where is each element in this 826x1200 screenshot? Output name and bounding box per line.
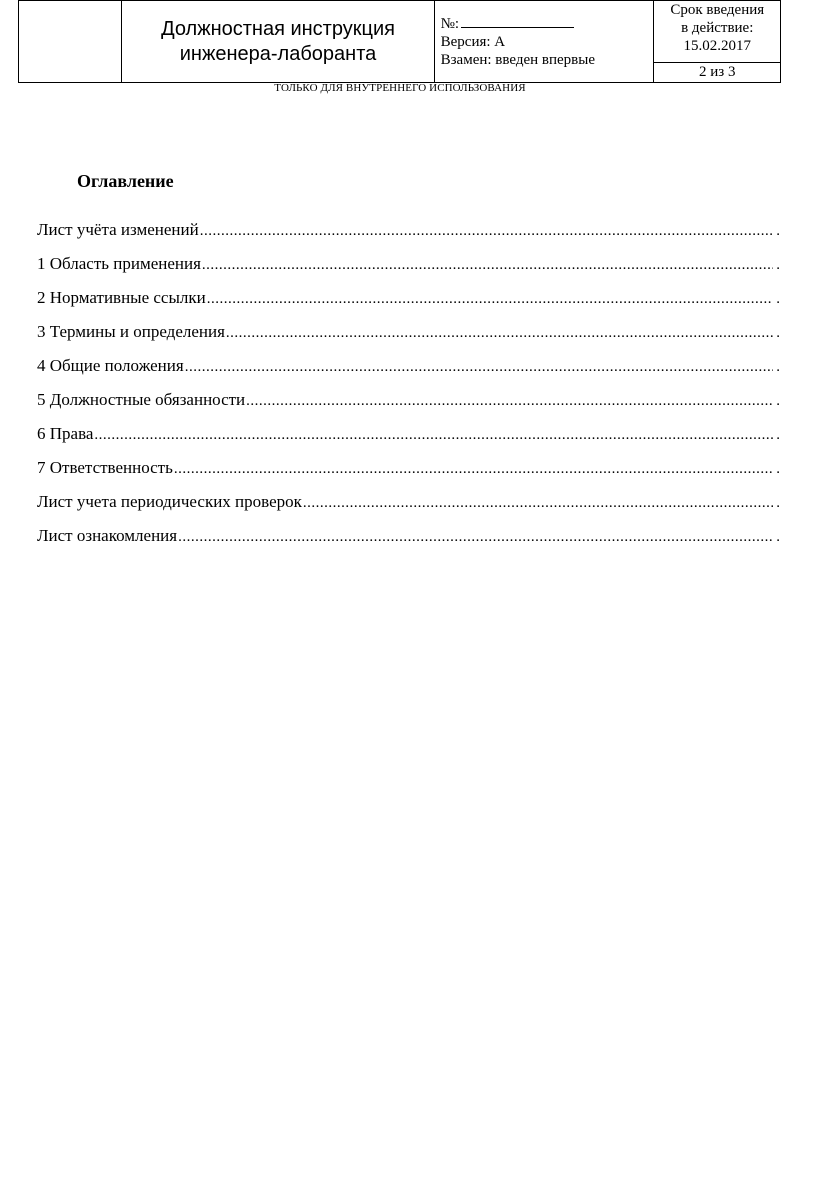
toc-item-label: 4 Общие положения bbox=[37, 356, 184, 375]
toc-end-mark: . bbox=[776, 529, 780, 545]
document-title bbox=[122, 1, 434, 83]
toc-leader bbox=[226, 325, 773, 342]
toc-item[interactable] bbox=[37, 526, 780, 560]
toc-item[interactable] bbox=[37, 356, 780, 390]
toc-end-mark: . bbox=[776, 223, 780, 239]
toc-leader bbox=[200, 223, 774, 240]
toc-item-label: Лист учёта изменений bbox=[37, 220, 199, 239]
effective-label-2: в действие: bbox=[681, 20, 754, 36]
toc-item-label: Лист учета периодических проверок bbox=[37, 492, 302, 511]
page-counter: 2 из 3 bbox=[654, 63, 781, 83]
number-blank bbox=[461, 14, 574, 28]
toc-item[interactable] bbox=[37, 220, 780, 254]
toc-end-mark: . bbox=[776, 427, 780, 443]
toc-item-label: 7 Ответственность bbox=[37, 458, 173, 477]
toc-end-mark: . bbox=[776, 291, 780, 307]
title-line-1: Должностная инструкция bbox=[161, 17, 395, 40]
toc-list bbox=[37, 220, 780, 560]
effective-label-1: Срок введения bbox=[670, 2, 765, 18]
toc-leader bbox=[207, 291, 774, 308]
document-header bbox=[18, 0, 781, 83]
toc-item[interactable] bbox=[37, 390, 780, 424]
document-meta bbox=[434, 1, 654, 83]
toc-end-mark: . bbox=[776, 257, 780, 273]
toc-item[interactable] bbox=[37, 254, 780, 288]
toc-item-label: Лист ознакомления bbox=[37, 526, 178, 545]
effective-date: 15.02.2017 bbox=[683, 38, 751, 54]
number-label: №: bbox=[440, 16, 460, 32]
toc-leader bbox=[202, 257, 773, 274]
toc-item-label: 6 Права bbox=[37, 424, 94, 443]
toc-item-label: 1 Область применения bbox=[37, 254, 201, 273]
toc-item[interactable] bbox=[37, 458, 780, 492]
toc-item-label: 5 Должностные обязанности bbox=[37, 390, 246, 409]
title-line-2: инженера-лаборанта bbox=[179, 42, 377, 65]
toc-leader bbox=[185, 359, 774, 376]
toc-end-mark: . bbox=[776, 495, 780, 511]
toc-item[interactable] bbox=[37, 288, 780, 322]
toc-end-mark: . bbox=[776, 461, 780, 477]
toc-title: Оглавление bbox=[77, 171, 174, 191]
toc-leader bbox=[94, 427, 773, 444]
number-line bbox=[441, 14, 654, 33]
logo-cell bbox=[19, 1, 122, 83]
replaces-text: Взамен: введен впервые bbox=[440, 52, 595, 68]
toc-leader bbox=[178, 529, 773, 546]
toc-item[interactable] bbox=[37, 424, 780, 458]
toc-end-mark: . bbox=[776, 325, 780, 341]
version-text: Версия: А bbox=[440, 34, 506, 50]
toc-leader bbox=[303, 495, 773, 512]
toc-leader bbox=[174, 461, 773, 478]
toc-end-mark: . bbox=[776, 359, 780, 375]
toc-end-mark: . bbox=[776, 393, 780, 409]
internal-use-note: ТОЛЬКО ДЛЯ ВНУТРЕННЕГО ИСПОЛЬЗОВАНИЯ bbox=[274, 82, 526, 94]
effective-date-cell bbox=[654, 1, 781, 63]
toc-item-label: 3 Термины и определения bbox=[37, 322, 225, 341]
toc-item[interactable] bbox=[37, 492, 780, 526]
toc-item-label: 2 Нормативные ссылки bbox=[37, 288, 206, 307]
toc-leader bbox=[246, 393, 773, 410]
toc-item[interactable] bbox=[37, 322, 780, 356]
